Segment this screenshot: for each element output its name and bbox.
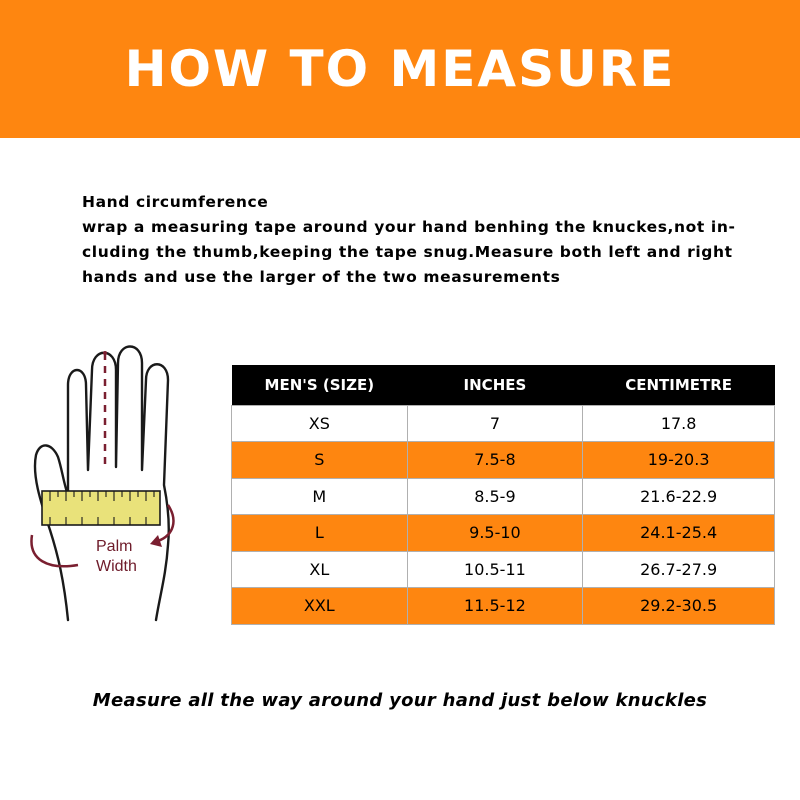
column-header-centimetre: CENTIMETRE [583, 365, 775, 405]
centimetre-cell: 21.6-22.9 [583, 478, 775, 515]
table-row [232, 442, 775, 479]
centimetre-cell: 24.1-25.4 [583, 515, 775, 552]
instructions-body: wrap a measuring tape around your hand benhing the knuckes,not in-cluding the thumb,keeping the tape snug.Measure both left and right hands and use the larger of the two measurements [82, 218, 736, 286]
size-cell: L [232, 515, 408, 552]
header-banner [0, 0, 800, 138]
inches-cell: 9.5-10 [407, 515, 583, 552]
centimetre-cell: 17.8 [583, 405, 775, 442]
column-header-inches: INCHES [407, 365, 583, 405]
size-cell: XXL [232, 588, 408, 625]
column-header-size: MEN'S (SIZE) [232, 365, 408, 405]
footer-note: Measure all the way around your hand just below knuckles [92, 690, 708, 711]
hand-measure-icon [28, 345, 218, 625]
centimetre-cell: 26.7-27.9 [583, 551, 775, 588]
size-cell: XS [232, 405, 408, 442]
table-row [232, 551, 775, 588]
inches-cell: 8.5-9 [407, 478, 583, 515]
table-row [232, 405, 775, 442]
centimetre-cell: 29.2-30.5 [583, 588, 775, 625]
table-row [232, 588, 775, 625]
table-row [232, 515, 775, 552]
inches-cell: 7.5-8 [407, 442, 583, 479]
inches-cell: 11.5-12 [407, 588, 583, 625]
table-row [232, 478, 775, 515]
instructions-heading: Hand circumference [82, 193, 269, 211]
size-cell: XL [232, 551, 408, 588]
palm-label-line2: Width [96, 558, 137, 575]
page-title: HOW TO MEASURE [124, 40, 676, 98]
inches-cell: 7 [407, 405, 583, 442]
measuring-instructions [82, 190, 762, 290]
palm-width-label [96, 537, 166, 577]
size-chart-table [231, 365, 775, 625]
inches-cell: 10.5-11 [407, 551, 583, 588]
size-cell: S [232, 442, 408, 479]
palm-label-line1: Palm [96, 538, 133, 555]
centimetre-cell: 19-20.3 [583, 442, 775, 479]
table-header-row [232, 365, 775, 405]
size-cell: M [232, 478, 408, 515]
